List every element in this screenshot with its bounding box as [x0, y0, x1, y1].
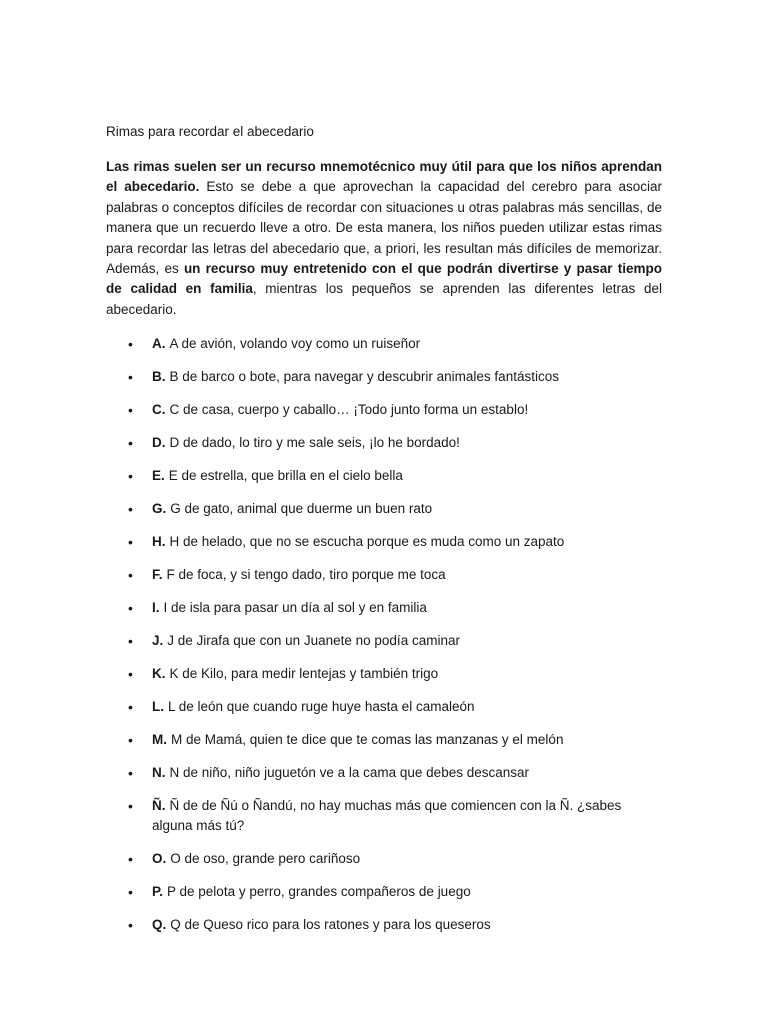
bullet-icon: •	[128, 666, 133, 683]
document-title: Rimas para recordar el abecedario	[106, 124, 314, 139]
rhyme-text: E de estrella, que brilla en el cielo bella	[168, 468, 403, 484]
rhyme-text: N de niño, niño juguetón ve a la cama que debes descansar	[169, 765, 529, 781]
rhyme-text: C de casa, cuerpo y caballo… ¡Todo junto forma un establo!	[169, 402, 529, 418]
rhyme-letter: L.	[152, 699, 164, 715]
bullet-icon: •	[128, 851, 133, 868]
rhyme-text: F de foca, y si tengo dado, tiro porque me toca	[166, 567, 446, 583]
rhyme-letter: C.	[152, 402, 166, 418]
bullet-icon: •	[128, 402, 133, 419]
bullet-icon: •	[128, 600, 133, 617]
bullet-icon: •	[128, 435, 133, 452]
bullet-icon: •	[128, 468, 133, 485]
rhyme-item	[106, 631, 662, 651]
intro-paragraph	[106, 157, 662, 320]
rhyme-item	[106, 730, 662, 750]
rhyme-text: A de avión, volando voy como un ruiseñor	[169, 336, 421, 352]
rhyme-letter: F.	[152, 567, 163, 583]
rhyme-item	[106, 664, 662, 684]
rhyme-letter: G.	[152, 501, 167, 517]
bullet-icon: •	[128, 369, 133, 386]
intro-segment: , mientras los pequeños se aprenden las diferentes letras del abecedario.	[106, 281, 663, 317]
rhyme-letter: K.	[152, 666, 166, 682]
rhyme-item	[106, 796, 662, 836]
rhyme-text: Q de Queso rico para los ratones y para los queseros	[170, 917, 491, 933]
rhyme-item	[106, 697, 662, 717]
rhyme-letter: Q.	[152, 917, 167, 933]
bullet-icon: •	[128, 917, 133, 934]
rhyme-text: G de gato, animal que duerme un buen rato	[170, 501, 433, 517]
rhyme-text: P de pelota y perro, grandes compañeros de juego	[167, 884, 471, 900]
bullet-icon: •	[128, 336, 133, 353]
rhyme-item	[106, 849, 662, 869]
rhyme-item	[106, 367, 662, 387]
bullet-icon: •	[128, 699, 133, 716]
rhyme-letter: J.	[152, 633, 164, 649]
rhyme-item	[106, 763, 662, 783]
bullet-icon: •	[128, 732, 133, 749]
rhyme-text: D de dado, lo tiro y me sale seis, ¡lo he bordado!	[169, 435, 460, 451]
rhyme-text: J de Jirafa que con un Juanete no podía caminar	[167, 633, 460, 649]
bullet-icon: •	[128, 501, 133, 518]
rhyme-item	[106, 499, 662, 519]
rhyme-letter: I.	[152, 600, 160, 616]
rhyme-letter: N.	[152, 765, 166, 781]
rhyme-letter: A.	[152, 336, 166, 352]
bullet-icon: •	[128, 884, 133, 901]
rhyme-item	[106, 598, 662, 618]
rhyme-text: Ñ de de Ñú o Ñandú, no hay muchas más que comiencen con la Ñ. ¿sabes alguna más tú?	[152, 798, 622, 834]
bullet-icon: •	[128, 567, 133, 584]
rhyme-letter: H.	[152, 534, 166, 550]
rhyme-letter: M.	[152, 732, 167, 748]
rhyme-letter: Ñ.	[152, 798, 166, 814]
rhyme-item	[106, 466, 662, 486]
rhyme-letter: D.	[152, 435, 166, 451]
bullet-icon: •	[128, 633, 133, 650]
intro-segment-bold: un recurso muy entretenido con el que podrán divertirse y pasar tiempo de calidad en familia	[106, 261, 662, 297]
rhyme-letter: E.	[152, 468, 165, 484]
rhyme-item	[106, 400, 662, 420]
rhyme-text: L de león que cuando ruge huye hasta el camaleón	[168, 699, 475, 715]
bullet-icon: •	[128, 534, 133, 551]
intro-segment: Esto se debe a que aprovechan la capacidad del cerebro para asociar palabras o conceptos difíciles de recordar con situaciones u otras palabras más sencillas, de manera que un recuerdo lleve a otro. De esta manera, los niños pueden utilizar estas rimas para recordar las letras del abecedario que, a priori, les resultan más difíciles de memorizar. Además, es	[106, 179, 662, 277]
bullet-icon: •	[128, 798, 133, 815]
rhyme-text: I de isla para pasar un día al sol y en familia	[163, 600, 427, 616]
document-page	[106, 122, 662, 948]
rhyme-text: H de helado, que no se escucha porque es muda como un zapato	[169, 534, 565, 550]
intro-segment-bold: Las rimas suelen ser un recurso mnemotécnico muy útil para que los niños aprendan el abecedario.	[106, 159, 662, 195]
rhyme-item	[106, 565, 662, 585]
rhyme-letter: P.	[152, 884, 164, 900]
rhyme-text: O de oso, grande pero cariñoso	[170, 851, 361, 867]
rhyme-letter: O.	[152, 851, 167, 867]
rhyme-item	[106, 334, 662, 354]
rhyme-text: B de barco o bote, para navegar y descubrir animales fantásticos	[169, 369, 559, 385]
rhyme-text: M de Mamá, quien te dice que te comas las manzanas y el melón	[171, 732, 564, 748]
bullet-icon: •	[128, 765, 133, 782]
rhyme-text: K de Kilo, para medir lentejas y también trigo	[169, 666, 439, 682]
rhyme-list	[106, 334, 662, 935]
rhyme-item	[106, 532, 662, 552]
rhyme-item	[106, 433, 662, 453]
rhyme-item	[106, 882, 662, 902]
rhyme-letter: B.	[152, 369, 166, 385]
rhyme-item	[106, 915, 662, 935]
